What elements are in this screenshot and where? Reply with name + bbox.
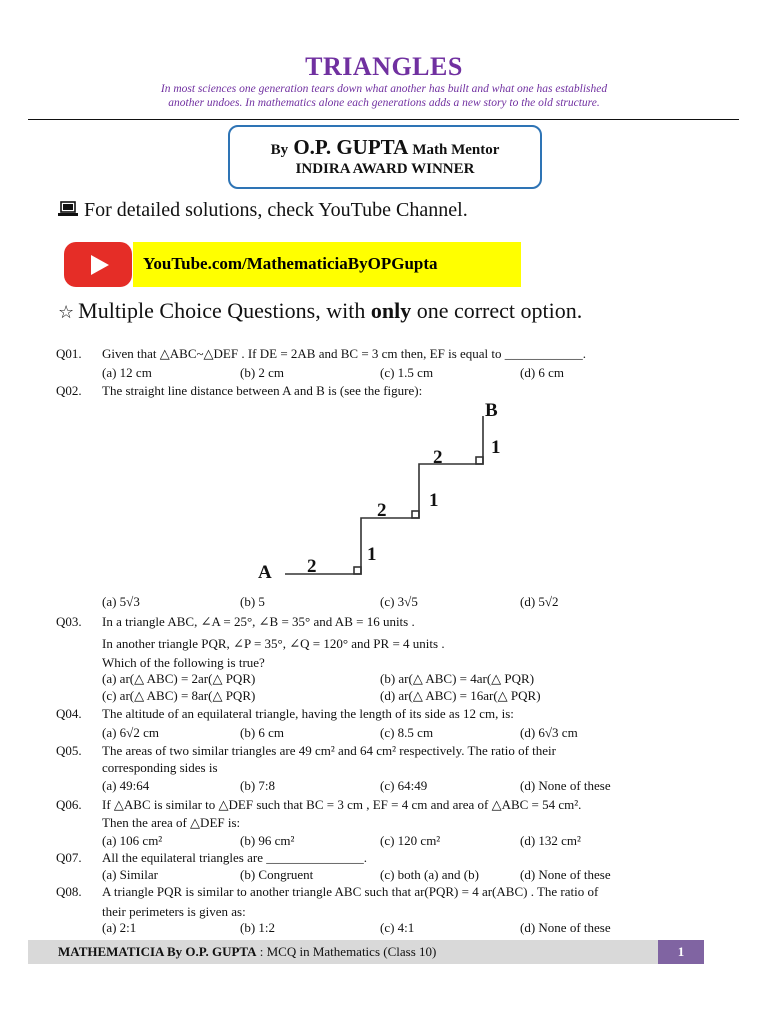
step-label: 2 <box>377 500 387 521</box>
option-b: (b) 96 cm² <box>240 833 295 848</box>
option-b: (b) 5 <box>240 594 265 609</box>
option-b: (b) 6 cm <box>240 725 285 740</box>
author-box <box>228 125 542 189</box>
option-a: (a) 2:1 <box>102 920 137 935</box>
point-a-label: A <box>258 562 272 583</box>
option-d: (d) 132 cm² <box>520 833 581 848</box>
question-number: Q04. <box>56 706 82 721</box>
option-a: (a) Similar <box>102 867 158 882</box>
youtube-note <box>58 199 468 222</box>
page-number: 1 <box>658 940 704 964</box>
staircase-figure <box>255 398 515 583</box>
author-name: O.P. GUPTA <box>293 135 408 159</box>
option-a: (a) 12 cm <box>102 365 152 380</box>
question-text: corresponding sides is <box>102 760 218 775</box>
question-text: Given that △ABC~△DEF . If DE = 2AB and BC = 3 cm then, EF is equal to ____________. <box>102 346 587 361</box>
option-d: (d) 6 cm <box>520 365 565 380</box>
option-a: (a) 5√3 <box>102 594 140 609</box>
question-number: Q03. <box>56 614 82 629</box>
youtube-link[interactable]: YouTube.com/MathematiciaByOPGupta <box>143 254 438 273</box>
question-text: All the equilateral triangles are _______________. <box>102 850 367 865</box>
step-label: 2 <box>433 447 443 468</box>
section-heading <box>58 298 582 324</box>
question-text: The areas of two similar triangles are 49 cm² and 64 cm² respectively. The ratio of their <box>102 743 556 758</box>
step-label: 1 <box>429 490 439 511</box>
quote-line-2: another undoes. In mathematics alone each generations adds a new story to the old structure. <box>168 97 600 109</box>
laptop-icon <box>58 201 78 217</box>
option-d: (d) None of these <box>520 867 611 882</box>
question-number: Q07. <box>56 850 82 865</box>
question-number: Q05. <box>56 743 82 758</box>
page-title: TRIANGLES <box>305 52 463 81</box>
question-text: their perimeters is given as: <box>102 904 246 919</box>
question-text: If △ABC is similar to △DEF such that BC = 3 cm , EF = 4 cm and area of △ABC = 54 cm². <box>102 797 582 812</box>
option-c: (c) ar(△ ABC) = 8ar(△ PQR) <box>102 688 256 703</box>
footer-text <box>58 944 436 960</box>
question-number: Q06. <box>56 797 82 812</box>
option-d: (d) None of these <box>520 920 611 935</box>
option-c: (c) 8.5 cm <box>380 725 434 740</box>
author-role: Math Mentor <box>412 142 500 158</box>
point-b-label: B <box>485 400 498 421</box>
option-b: (b) 2 cm <box>240 365 285 380</box>
question-text: The altitude of an equilateral triangle, having the length of its side as 12 cm, is: <box>102 706 514 721</box>
option-c: (c) 120 cm² <box>380 833 441 848</box>
option-c: (c) 4:1 <box>380 920 415 935</box>
option-c: (c) 3√5 <box>380 594 418 609</box>
question-text: Which of the following is true? <box>102 655 265 670</box>
question-text: Then the area of △DEF is: <box>102 815 241 830</box>
page-footer <box>28 940 704 964</box>
heading-post: one correct option. <box>411 298 583 323</box>
option-c: (c) 64:49 <box>380 778 428 793</box>
option-d: (d) 6√3 cm <box>520 725 578 740</box>
step-label: 1 <box>367 544 377 565</box>
quote-line-1: In most sciences one generation tears down what another has built and what one has established <box>160 83 608 95</box>
option-b: (b) 7:8 <box>240 778 276 793</box>
question-text: In another triangle PQR, ∠P = 35°, ∠Q = 120° and PR = 4 units . <box>102 636 445 651</box>
heading-pre: Multiple Choice Questions, with <box>78 298 371 323</box>
heading-bold: only <box>370 298 412 323</box>
option-d: (d) None of these <box>520 778 611 793</box>
youtube-logo-icon[interactable] <box>64 242 132 287</box>
option-d: (d) 5√2 <box>520 594 559 609</box>
question-number: Q02. <box>56 383 82 398</box>
option-a: (a) 6√2 cm <box>102 725 159 740</box>
option-b: (b) 1:2 <box>240 920 276 935</box>
author-by: By <box>270 142 289 158</box>
option-d: (d) ar(△ ABC) = 16ar(△ PQR) <box>380 688 541 703</box>
header-divider <box>28 119 739 120</box>
footer-brand: MATHEMATICIA By O.P. GUPTA <box>58 944 257 959</box>
question-number: Q08. <box>56 884 82 899</box>
epigraph-quote <box>60 82 708 110</box>
option-b: (b) Congruent <box>240 867 314 882</box>
youtube-link-box[interactable] <box>133 242 521 287</box>
question-number: Q01. <box>56 346 82 361</box>
option-c: (c) 1.5 cm <box>380 365 434 380</box>
question-text: A triangle PQR is similar to another triangle ABC such that ar(PQR) = 4 ar(ABC) . The ratio of <box>102 884 599 899</box>
option-b: (b) ar(△ ABC) = 4ar(△ PQR) <box>380 671 535 686</box>
author-award: INDIRA AWARD WINNER <box>295 161 475 177</box>
question-text: The straight line distance between A and B is (see the figure): <box>102 383 423 398</box>
author-line <box>230 135 540 160</box>
footer-subject: : MCQ in Mathematics (Class 10) <box>256 944 437 959</box>
step-label: 2 <box>307 556 317 577</box>
option-a: (a) ar(△ ABC) = 2ar(△ PQR) <box>102 671 256 686</box>
play-icon <box>91 255 109 275</box>
star-icon: ☆ <box>58 302 75 323</box>
youtube-note-text: For detailed solutions, check YouTube Channel. <box>84 199 468 221</box>
option-c: (c) both (a) and (b) <box>380 867 479 882</box>
option-a: (a) 106 cm² <box>102 833 163 848</box>
option-a: (a) 49:64 <box>102 778 150 793</box>
question-text: In a triangle ABC, ∠A = 25°, ∠B = 35° and AB = 16 units . <box>102 614 415 629</box>
step-label: 1 <box>491 437 501 458</box>
